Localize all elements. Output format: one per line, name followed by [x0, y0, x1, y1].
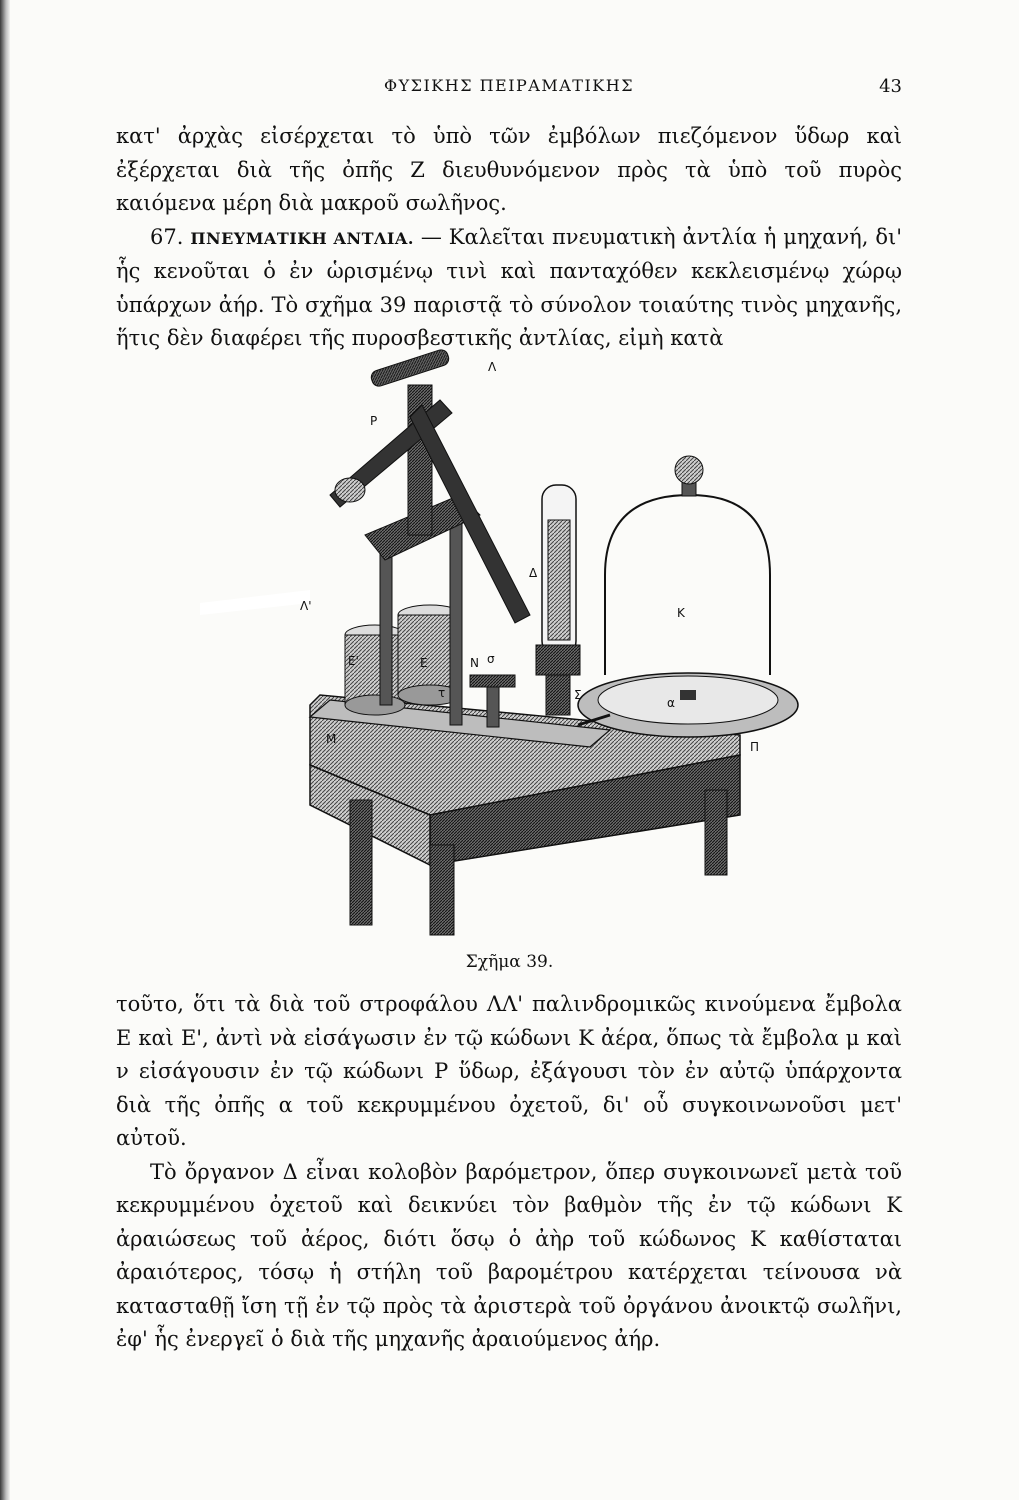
- label-nu: Ν: [470, 656, 479, 670]
- barometer: [536, 485, 580, 715]
- paragraph-2-text: — Καλεῖται πνευματικὴ ἀντλία ἡ μηχανή, δι' ἧς κενοῦται ὁ ἐν ὡρισμένῳ τινὶ καὶ πανταχόθεν κεκλεισμένῳ χώρῳ ὑπάρχων ἀήρ. Τὸ σχῆμα 39 παριστᾷ τὸ σύνολον τοιαύτης τινὸς μηχανῆς, ἥτις δὲν διαφέρει τῆς πυροσβεστικῆς ἀντλίας, εἰμὴ κατὰ: [116, 224, 902, 350]
- page-number: 43: [879, 76, 902, 97]
- figure-caption: Σχῆμα 39.: [465, 952, 554, 972]
- figure-air-pump: [300, 345, 810, 945]
- bottom-text-block: [116, 988, 902, 1357]
- label-epsilon: Ε: [420, 656, 428, 670]
- label-rho: Ρ: [370, 414, 378, 428]
- label-sigma: Σ: [574, 688, 582, 702]
- paragraph-2: [116, 221, 902, 356]
- label-alpha: α: [667, 696, 675, 710]
- page-binding-shadow: [0, 0, 10, 1500]
- label-kappa: Κ: [677, 606, 685, 620]
- label-pi: Π: [750, 740, 760, 754]
- top-text-block: [116, 120, 902, 356]
- section-number: 67.: [150, 224, 184, 249]
- label-lambda-prime: Λ': [300, 599, 312, 613]
- label-epsilon-prime: Ε': [348, 654, 359, 668]
- paragraph-3: τοῦτο, ὅτι τὰ διὰ τοῦ στροφάλου ΛΛ' παλινδρομικῶς κινούμενα ἔμβολα Ε καὶ Ε', ἀντὶ νὰ εἰσάγωσιν ἐν τῷ κώδωνι Κ ἀέρα, ὅπως τὰ ἔμβολα μ καὶ ν εἰσάγουσιν ἐν τῷ κώδωνι Ρ ὕδωρ, ἐξάγουσι τὸν ἐν αὐτῷ ὑπάρχοντα διὰ τῆς ὀπῆς α τοῦ κεκρυμμένου ὀχετοῦ, δι' οὗ συγκοινωνοῦσι μετ' αὐτοῦ.: [116, 992, 902, 1150]
- air-pump-illustration: [300, 345, 810, 945]
- label-tau: τ: [438, 686, 446, 700]
- label-sigma-small: σ: [487, 652, 495, 666]
- paragraph-1: κατ' ἀρχὰς εἰσέρχεται τὸ ὑπὸ τῶν ἐμβόλων πιεζόμενον ὕδωρ καὶ ἐξέρχεται διὰ τῆς ὀπῆς Ζ διευθυνόμενον πρὸς τὰ ὑπὸ τοῦ πυρὸς καιόμενα μέρη διὰ μακροῦ σωλῆνος.: [116, 124, 902, 215]
- bell-jar: [578, 456, 798, 737]
- label-delta: Δ: [529, 566, 538, 580]
- crank-lever: [210, 348, 530, 623]
- label-lambda: Λ: [488, 360, 497, 374]
- section-title: ΠΝΕΥΜΑΤΙΚΗ ΑΝΤΛΙΑ.: [190, 228, 414, 248]
- page-header: [116, 76, 902, 106]
- left-handle: [200, 590, 310, 615]
- running-head: ΦΥΣΙΚΗΣ ΠΕΙΡΑΜΑΤΙΚΗΣ: [383, 76, 635, 95]
- paragraph-4: Τὸ ὄργανον Δ εἶναι κολοβὸν βαρόμετρον, ὅπερ συγκοινωνεῖ μετὰ τοῦ κεκρυμμένου ὀχετοῦ καὶ δεικνύει τὸν βαθμὸν τῆς ἐν τῷ κώδωνι Κ ἀραιώσεως τοῦ ἀέρος, διότι ὅσῳ ὁ ἀὴρ τοῦ κώδωνος Κ καθίσταται ἀραιότερος, τόσῳ ἡ στήλη τοῦ βαρομέτρου κατέρχεται τείνουσα νὰ κατασταθῇ ἴση τῇ ἐν τῷ πρὸς τὰ ἀριστερὰ τοῦ ὀργάνου ἀνοικτῷ σωλῆνι, ἐφ' ἧς ἐνεργεῖ ὁ διὰ τῆς μηχανῆς ἀραιούμενος ἀήρ.: [116, 1159, 902, 1351]
- label-mu: Μ: [326, 732, 337, 746]
